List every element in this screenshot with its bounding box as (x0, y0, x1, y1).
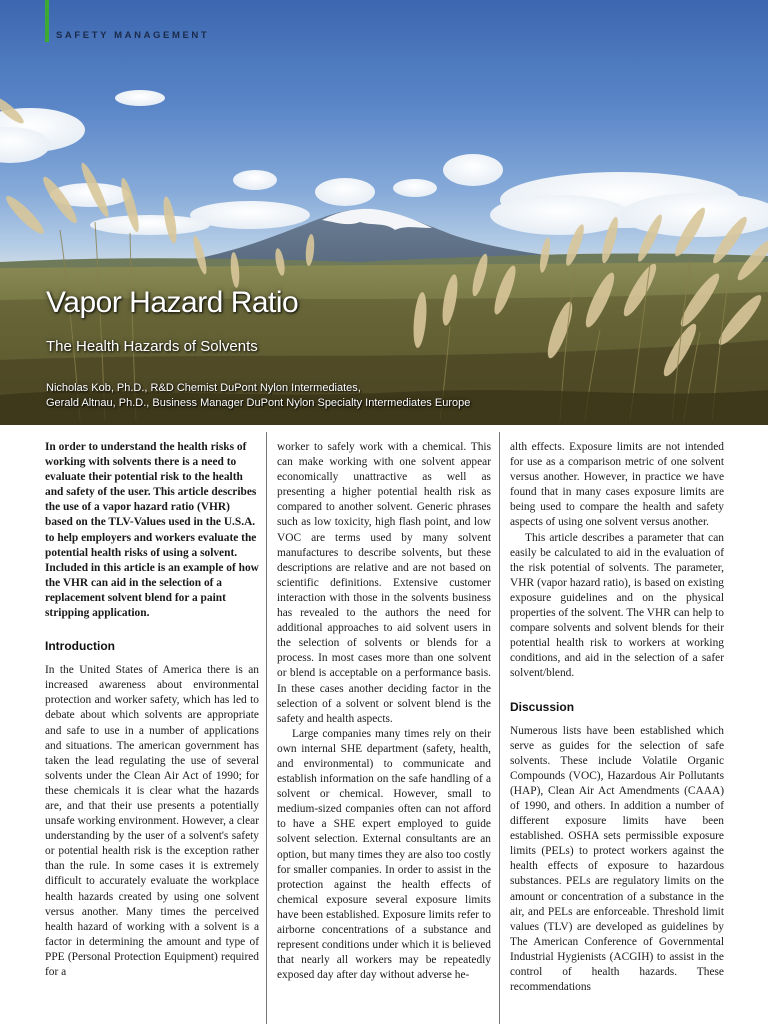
section-label: SAFETY MANAGEMENT (56, 30, 210, 41)
column-3 (510, 440, 724, 995)
body-paragraph: Large companies many times rely on their own internal SHE department (safety, health, and environmental) to communicate and establish information on the safe handling of a solvent or chemical. However, small to medium-sized companies often can not afford to have a SHE expert employed to guide solvent selection. External consultants are an option, but many times they are also too costly for smaller companies. In order to assist in the protection against the health effects of chemical exposure several exposure limits have been established. Exposure limits refer to airborne concentrations of a substance and represent conditions under which it is believed that nearly all workers may be repeatedly exposed day after day without adverse he- (277, 727, 491, 982)
author-line: Nicholas Kob, Ph.D., R&D Chemist DuPont Nylon Intermediates, (46, 382, 361, 394)
article-title: Vapor Hazard Ratio (46, 286, 299, 319)
section-accent-bar (45, 0, 49, 42)
author-line: Gerald Altnau, Ph.D., Business Manager DuPont Nylon Specialty Intermediates Europe (46, 397, 471, 409)
column-2 (277, 440, 491, 983)
author-credits (46, 381, 470, 411)
hero-image (0, 0, 768, 425)
discussion-heading: Discussion (510, 699, 575, 714)
article-subtitle: The Health Hazards of Solvents (46, 338, 258, 355)
column-1 (45, 440, 259, 980)
abstract: In order to understand the health risks of working with solvents there is a need to evaluate their potential risk to the health and safety of the user. This article describes the use of a vapor hazard ratio (VHR) based on the TLV-Values used in the U.S.A. to help employers and workers evaluate the potential health risks of using a solvent. Included in this article is an example of how the VHR can aid in the selection of a replacement solvent blend for a paint stripping application. (45, 441, 259, 620)
body-paragraph: Numerous lists have been established which serve as guides for the selection of safe solvents. These include Volatile Organic Compounds (VOC), Hazardous Air Pollutants (HAP), Clean Air Act Amendments (CAAA) of 1990, and others. In addition a number of different exposure limits have been established. OSHA sets permissible exposure limits (PELs) to protect workers against the health effects of exposure to hazardous substances. PELs are regulatory limits on the amount or concentration of a substance in the air, and PELs are enforceable. Threshold limit values (TLV) are developed as guidelines by The American Conference of Governmental Industrial Hygienists (ACGIH) to assist in the control of health hazards. These recommendations (510, 724, 724, 994)
body-paragraph: alth effects. Exposure limits are not intended for use as a comparison metric of one solvent versus another. However, in practice we have found that in many cases exposure limits are being used to compare the health and safety aspects of using one solvent versus another. (510, 441, 724, 529)
body-paragraph: In the United States of America there is an increased awareness about environmental protection and worker safety, which has led to debate about which solvents are appropriate and safe to use in a number of applications and situations. The american government has taken the lead regulating the use of several solvents under the Clean Air Act of 1990; for these chemicals it is clear what the hazards are, and that their use presents a potentially unsafe working environment. However, a clear understanding by the user of a solvent's safety or potential health risk is the exception rather than the rule. In some cases it is extremely difficult to accurately evaluate the workplace health hazards created by using one solvent versus another. Many times the perceived health hazard of working with a solvent is a factor in determining the amount and type of PPE (Personal Protection Equipment) required for a (45, 664, 259, 978)
introduction-heading: Introduction (45, 639, 115, 654)
column-divider (266, 432, 267, 1024)
body-paragraph: worker to safely work with a chemical. This can make working with one solvent appear economically unattractive as well as presenting a higher potential health risk as compared to another solvent. Generic phrases such as low toxicity, high flash point, and low VOC are terms used by many solvent manufactures to describe solvents, but these descriptions are relative and are not based on scientific definitions. Extensive customer interaction with those in the solvents business has revealed to the authors the need for additional approaches to aid solvent users in the selection of solvents or blends for a process. In most cases more than one solvent or blend is acceptable on a performance basis. In these cases another deciding factor in the selection of a solvent or solvent blend is the safety and health aspects. (277, 441, 491, 725)
landscape-illustration (0, 0, 768, 425)
body-paragraph: This article describes a parameter that can easily be calculated to aid in the evaluation of the risk potential of solvents. The parameter, VHR (vapor hazard ratio), is based on existing exposure guidelines and on the physical properties of the solvent. The VHR can help to compare solvents and solvent blends for their potential health risk to workers at working conditions, and aid in the selection of a safer solvent/blend. (510, 531, 724, 680)
column-divider (499, 432, 500, 1024)
